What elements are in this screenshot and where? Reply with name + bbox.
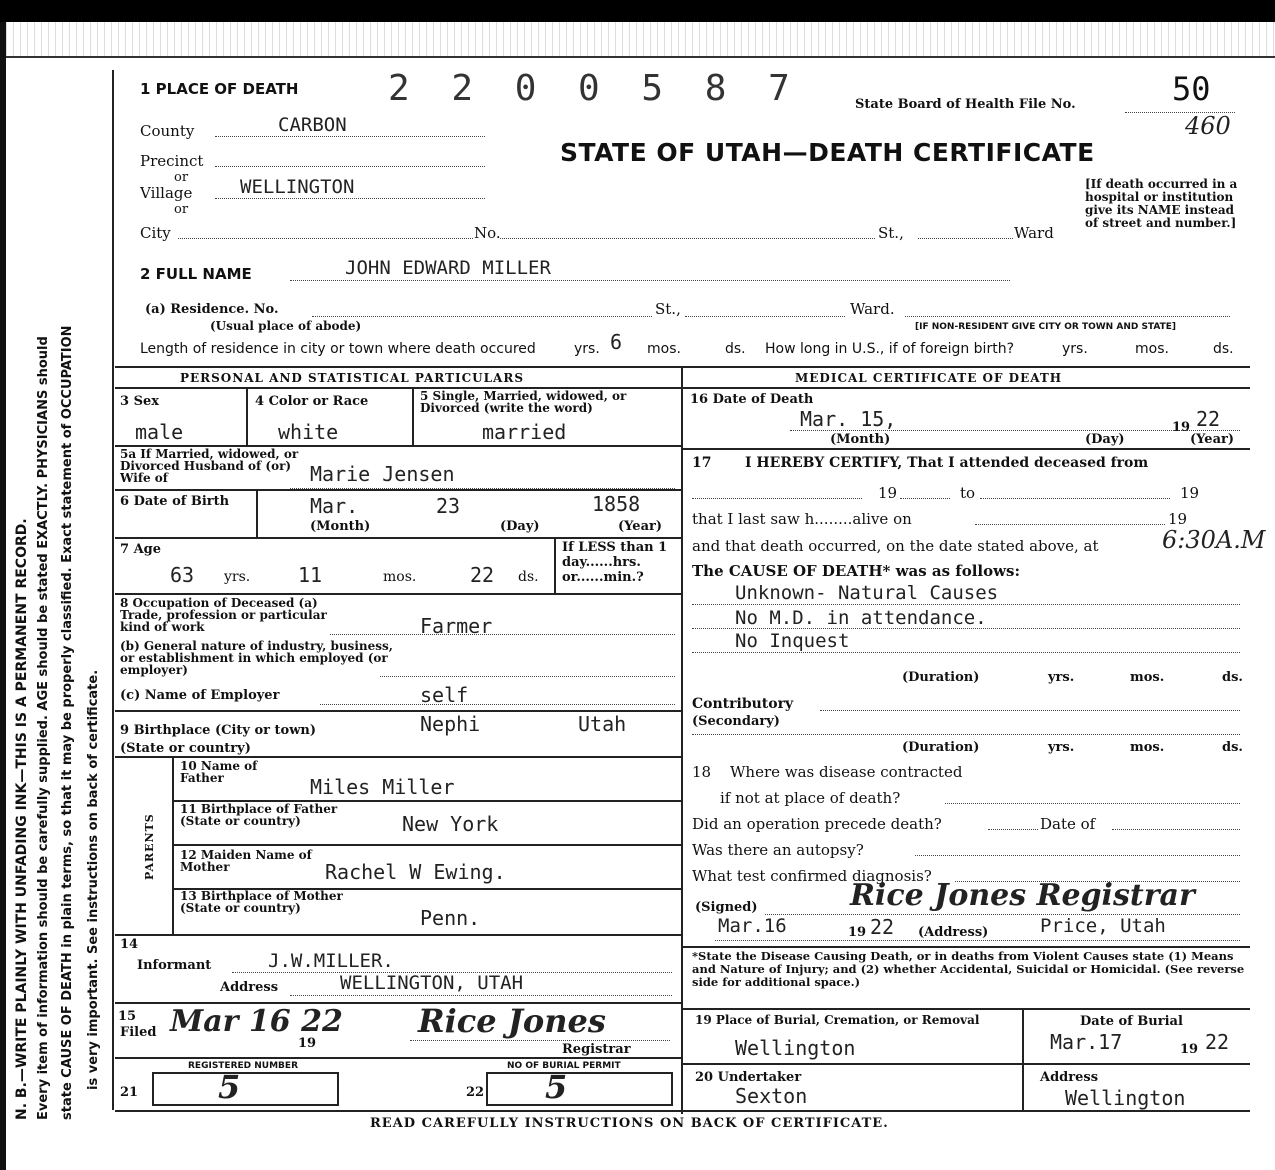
informant-num: 14 bbox=[120, 937, 139, 952]
us-yrs-label: yrs. bbox=[1062, 341, 1088, 357]
occupation-value: Farmer bbox=[420, 614, 493, 638]
address-value: Price, Utah bbox=[1040, 915, 1166, 937]
registrar-label: Registrar bbox=[562, 1042, 631, 1057]
color-divider bbox=[412, 389, 414, 445]
spouse-value: Marie Jensen bbox=[310, 462, 455, 486]
filed-row-rule bbox=[115, 1057, 681, 1059]
cause-line-2-rule bbox=[692, 628, 1240, 629]
employer-label: (c) Name of Employer bbox=[120, 688, 280, 703]
registration-number: 2 2 0 0 5 8 7 bbox=[388, 68, 800, 109]
form-bottom-rule bbox=[115, 1110, 1250, 1112]
birthplace-city: Nephi bbox=[420, 712, 481, 736]
us-mos-label: mos. bbox=[1135, 341, 1169, 357]
residence-ward-line bbox=[905, 316, 1230, 317]
filed-num: 15 bbox=[118, 1009, 137, 1024]
father-birth-rule bbox=[172, 844, 681, 846]
informant-address-line bbox=[290, 995, 672, 996]
address-label: (Address) bbox=[918, 925, 989, 940]
operation-line bbox=[988, 829, 1038, 830]
cause-footnote: *State the Disease Causing Death, or in deaths from Violent Causes state (1) Means and Nature of Injury; and (2) whether Accidental, Suicidal or Homicidal. (See reverse side for additional space.) bbox=[692, 949, 1245, 989]
birthplace-state: Utah bbox=[578, 712, 627, 736]
age-row-rule bbox=[115, 593, 681, 595]
burial-place-value: Wellington bbox=[735, 1036, 856, 1060]
death-time-value: 6:30A.M bbox=[1162, 526, 1266, 554]
city-label: City bbox=[140, 224, 171, 242]
dob-month: Mar. bbox=[310, 494, 359, 518]
color-value: white bbox=[278, 420, 339, 444]
informant-address-value: WELLINGTON, UTAH bbox=[340, 972, 524, 994]
sex-value: male bbox=[135, 420, 184, 444]
age-mos: 11 bbox=[298, 563, 323, 587]
length-mos-label: mos. bbox=[647, 341, 681, 357]
contributory-line bbox=[820, 710, 1240, 711]
sex-divider bbox=[246, 389, 248, 445]
death-month-value: Mar. 15, bbox=[800, 407, 897, 431]
handwritten-number: 460 bbox=[1185, 112, 1231, 140]
father-value: Miles Miller bbox=[310, 775, 455, 799]
city-st-label: St., bbox=[878, 224, 904, 242]
signature: Rice Jones Registrar bbox=[850, 878, 1195, 913]
reg-number-box bbox=[152, 1072, 339, 1106]
scan-border-torn bbox=[0, 22, 1275, 58]
father-birth-label: 11 Birthplace of Father (State or country) bbox=[180, 802, 338, 828]
dob-label: 6 Date of Birth bbox=[120, 494, 230, 509]
occupation-label: 8 Occupation of Deceased (a) Trade, profession or particular kind of work bbox=[120, 596, 327, 634]
village-value: WELLINGTON bbox=[240, 176, 355, 198]
attend-to-line bbox=[980, 498, 1170, 499]
age-ds-label: ds. bbox=[518, 569, 539, 585]
attend-19a: 19 bbox=[878, 484, 898, 502]
us-residence-label: How long in U.S., if of foreign birth? bbox=[765, 341, 1014, 357]
length-residence-label: Length of residence in city or town where death occured bbox=[140, 341, 536, 357]
death-19: 19 bbox=[1172, 420, 1191, 435]
filed-date: Mar 16 22 bbox=[170, 1004, 343, 1039]
us-ds-label: ds. bbox=[1213, 341, 1234, 357]
duration-yrs-2: yrs. bbox=[1048, 740, 1075, 755]
mother-value: Rachel W Ewing. bbox=[325, 860, 506, 884]
duration-yrs-1: yrs. bbox=[1048, 670, 1075, 685]
full-name-line bbox=[290, 280, 1010, 281]
burial-date-value: Mar.17 bbox=[1050, 1030, 1123, 1054]
signed-19: 19 bbox=[848, 925, 867, 940]
undertaker-divider bbox=[1022, 1063, 1024, 1111]
county-value: CARBON bbox=[278, 114, 347, 136]
scan-border-left bbox=[0, 22, 6, 1170]
occupation-line bbox=[330, 634, 675, 635]
duration-label-2: (Duration) bbox=[902, 740, 980, 755]
death-year-caption: (Year) bbox=[1190, 432, 1234, 447]
secondary-label: (Secondary) bbox=[692, 714, 780, 729]
date-of-label: Date of bbox=[1040, 815, 1096, 833]
certify-num: 17 bbox=[692, 455, 712, 471]
signed-date: Mar.16 bbox=[718, 915, 787, 937]
cause-line-1-rule bbox=[692, 604, 1240, 605]
side-note-line2: Every item of information should be carefully supplied. AGE should be stated EXACTLY. PHYSICIANS should bbox=[36, 336, 51, 1120]
father-label: 10 Name of Father bbox=[180, 759, 258, 785]
sex-label: 3 Sex bbox=[120, 394, 159, 409]
signed-year: 22 bbox=[870, 915, 895, 939]
filed-19: 19 bbox=[298, 1036, 317, 1051]
cause-line-2: No M.D. in attendance. bbox=[735, 607, 987, 629]
informant-value: J.W.MILLER. bbox=[268, 950, 394, 972]
q18-label: Where was disease contracted bbox=[730, 763, 963, 781]
reg-number-value: 5 bbox=[218, 1068, 241, 1106]
village-line bbox=[215, 198, 485, 199]
attend-19b: 19 bbox=[1180, 484, 1200, 502]
filed-registrar-signature: Rice Jones bbox=[418, 1002, 606, 1040]
duration-mos-2: mos. bbox=[1130, 740, 1165, 755]
father-birth-value: New York bbox=[402, 812, 499, 836]
operation-label: Did an operation precede death? bbox=[692, 815, 942, 833]
precinct-label: Precinct bbox=[140, 152, 204, 170]
age-divider bbox=[554, 537, 556, 593]
dob-month-caption: (Month) bbox=[310, 519, 371, 534]
residence-label: (a) Residence. No. bbox=[145, 302, 279, 317]
city-line bbox=[178, 238, 473, 239]
certificate-title: STATE OF UTAH—DEATH CERTIFICATE bbox=[560, 138, 1095, 167]
death-date-rule bbox=[681, 448, 1250, 450]
file-number: 50 bbox=[1172, 70, 1211, 108]
precinct-line bbox=[215, 166, 485, 167]
residence-st-line bbox=[685, 316, 845, 317]
city-ward-label: Ward bbox=[1014, 224, 1054, 242]
dob-day-caption: (Day) bbox=[500, 519, 540, 534]
q18-num: 18 bbox=[692, 763, 712, 781]
last-saw-line bbox=[975, 524, 1165, 525]
side-note-line4: is very important. See instructions on back of certificate. bbox=[86, 669, 101, 1090]
employer-value: self bbox=[420, 683, 469, 707]
test-label: What test confirmed diagnosis? bbox=[692, 867, 932, 885]
contributory-label: Contributory bbox=[692, 696, 794, 712]
industry-line bbox=[380, 676, 675, 677]
death-date-label: 16 Date of Death bbox=[690, 392, 814, 407]
filed-label: Filed bbox=[120, 1025, 157, 1040]
length-yrs-label: yrs. bbox=[574, 341, 600, 357]
death-occurred-label: and that death occurred, on the date stated above, at bbox=[692, 537, 1099, 555]
burial-permit-value: 5 bbox=[545, 1068, 568, 1106]
last-saw-19: 19 bbox=[1168, 510, 1188, 528]
parents-bottom-rule bbox=[115, 934, 681, 936]
industry-label: (b) General nature of industry, business, or establishment in which employed (or employer) bbox=[120, 639, 393, 677]
duration-ds-2: ds. bbox=[1222, 740, 1243, 755]
undertaker-label: 20 Undertaker bbox=[695, 1070, 802, 1085]
certify-text: I HEREBY CERTIFY, That I attended deceased from bbox=[745, 455, 1149, 471]
abode-note: (Usual place of abode) bbox=[210, 319, 362, 333]
spouse-row-rule bbox=[115, 489, 681, 491]
undertaker-address-value: Wellington bbox=[1065, 1086, 1186, 1110]
mother-birth-label: 13 Birthplace of Mother (State or country) bbox=[180, 889, 343, 915]
place-of-death-label: 1 PLACE OF DEATH bbox=[140, 80, 299, 98]
marital-label: 5 Single, Married, widowed, or Divorced (write the word) bbox=[420, 389, 627, 415]
age-ds: 22 bbox=[470, 563, 495, 587]
cause-line-1: Unknown- Natural Causes bbox=[735, 582, 999, 604]
age-yrs: 63 bbox=[170, 563, 195, 587]
burial-year-value: 22 bbox=[1205, 1030, 1230, 1054]
scan-border-top bbox=[0, 0, 1275, 22]
reg-number-label: REGISTERED NUMBER bbox=[188, 1061, 298, 1071]
cause-line-3-rule bbox=[692, 652, 1240, 653]
county-line bbox=[215, 136, 485, 137]
age-mos-label: mos. bbox=[383, 569, 417, 585]
village-label: Village bbox=[140, 184, 193, 202]
dob-year-caption: (Year) bbox=[618, 519, 662, 534]
filed-registrar-line bbox=[410, 1040, 670, 1041]
date-of-line bbox=[1112, 829, 1240, 830]
full-name-value: JOHN EDWARD MILLER bbox=[345, 257, 551, 279]
city-ward-line bbox=[918, 238, 1013, 239]
medical-title-rule bbox=[681, 387, 1250, 389]
last-saw-label: that I last saw h........alive on bbox=[692, 510, 912, 528]
length-ds-label: ds. bbox=[725, 341, 746, 357]
city-no-line bbox=[500, 238, 875, 239]
dob-divider bbox=[256, 489, 258, 537]
undertaker-value: Sexton bbox=[735, 1084, 808, 1108]
informant-address-label: Address bbox=[220, 980, 279, 995]
dob-year: 1858 bbox=[592, 492, 641, 516]
age-label: 7 Age bbox=[120, 542, 162, 557]
hospital-note: [If death occurred in a hospital or institution give its NAME instead of street and number.] bbox=[1085, 177, 1238, 230]
contributory-line-2 bbox=[692, 734, 1240, 735]
signed-label: (Signed) bbox=[695, 900, 758, 915]
q18-sub-label: if not at place of death? bbox=[720, 789, 901, 807]
signed-line bbox=[765, 914, 1240, 915]
birthplace-row-rule bbox=[115, 756, 681, 758]
cause-label: The CAUSE OF DEATH* was as follows: bbox=[692, 562, 1021, 580]
side-note-line3: state CAUSE OF DEATH in plain terms, so that it may be properly classified. Exact statement of OCCUPATION bbox=[60, 325, 75, 1120]
color-label: 4 Color or Race bbox=[255, 394, 369, 409]
spouse-label: 5a If Married, widowed, or Divorced Husband of (or) Wife of bbox=[120, 447, 299, 485]
burial-date-label: Date of Burial bbox=[1080, 1014, 1183, 1029]
informant-label: Informant bbox=[137, 958, 212, 973]
death-day-caption: (Day) bbox=[1085, 432, 1125, 447]
age-yrs-label: yrs. bbox=[224, 569, 251, 585]
autopsy-line bbox=[915, 855, 1240, 856]
duration-mos-1: mos. bbox=[1130, 670, 1165, 685]
residence-ward-label: Ward. bbox=[850, 300, 895, 318]
dob-row-rule bbox=[115, 537, 681, 539]
burial-permit-box bbox=[486, 1072, 673, 1106]
mother-label: 12 Maiden Name of Mother bbox=[180, 848, 312, 874]
attend-to-label: to bbox=[960, 484, 976, 502]
footer-instructions: READ CAREFULLY INSTRUCTIONS ON BACK OF CERTIFICATE. bbox=[370, 1116, 889, 1131]
attend-from-line bbox=[692, 498, 862, 499]
cause-line-3: No Inquest bbox=[735, 630, 850, 652]
length-yrs-value: 6 bbox=[610, 330, 623, 354]
num-21-label: 21 bbox=[120, 1085, 139, 1100]
q18-line bbox=[945, 803, 1240, 804]
burial-row-rule bbox=[681, 1063, 1250, 1065]
address-line bbox=[715, 940, 1240, 941]
full-name-label: 2 FULL NAME bbox=[140, 265, 252, 283]
death-month-caption: (Month) bbox=[830, 432, 891, 447]
footnote-rule bbox=[681, 1008, 1250, 1010]
city-no-label: No. bbox=[474, 224, 501, 242]
dob-day: 23 bbox=[436, 494, 461, 518]
burial-place-label: 19 Place of Burial, Cremation, or Removal bbox=[695, 1013, 980, 1027]
board-file-label: State Board of Health File No. bbox=[855, 97, 1076, 112]
residence-st-label: St., bbox=[655, 300, 681, 318]
death-year-value: 22 bbox=[1196, 407, 1221, 431]
medical-section-title: MEDICAL CERTIFICATE OF DEATH bbox=[795, 371, 1063, 385]
attend-19a-line bbox=[900, 498, 950, 499]
less-than-day-label: If LESS than 1 day......hrs. or......min.? bbox=[562, 540, 668, 585]
or-label-1: or bbox=[174, 170, 189, 185]
duration-label-1: (Duration) bbox=[902, 670, 980, 685]
employer-line bbox=[320, 704, 675, 705]
duration-ds-1: ds. bbox=[1222, 670, 1243, 685]
center-divider bbox=[681, 366, 683, 1114]
side-note-line1: N. B.—WRITE PLAINLY WITH UNFADING INK—THIS IS A PERMANENT RECORD. bbox=[14, 518, 30, 1120]
undertaker-address-label: Address bbox=[1040, 1070, 1099, 1085]
num-22-label: 22 bbox=[466, 1085, 485, 1100]
autopsy-label: Was there an autopsy? bbox=[692, 841, 864, 859]
signed-row-rule bbox=[681, 946, 1250, 948]
nonresident-note: [IF NON-RESIDENT GIVE CITY OR TOWN AND STATE] bbox=[915, 322, 1177, 332]
marital-value: married bbox=[482, 420, 567, 444]
personal-section-title: PERSONAL AND STATISTICAL PARTICULARS bbox=[180, 371, 525, 385]
burial-permit-label: NO OF BURIAL PERMIT bbox=[507, 1061, 621, 1071]
birthplace-label: 9 Birthplace (City or town) (State or country) bbox=[120, 723, 317, 756]
county-label: County bbox=[140, 122, 195, 140]
parents-label: PARENTS bbox=[143, 813, 156, 880]
mother-birth-value: Penn. bbox=[420, 906, 481, 930]
burial-19: 19 bbox=[1180, 1042, 1199, 1057]
form-left-border bbox=[112, 70, 114, 1110]
burial-divider bbox=[1022, 1008, 1024, 1063]
or-label-2: or bbox=[174, 202, 189, 217]
residence-line bbox=[312, 316, 652, 317]
